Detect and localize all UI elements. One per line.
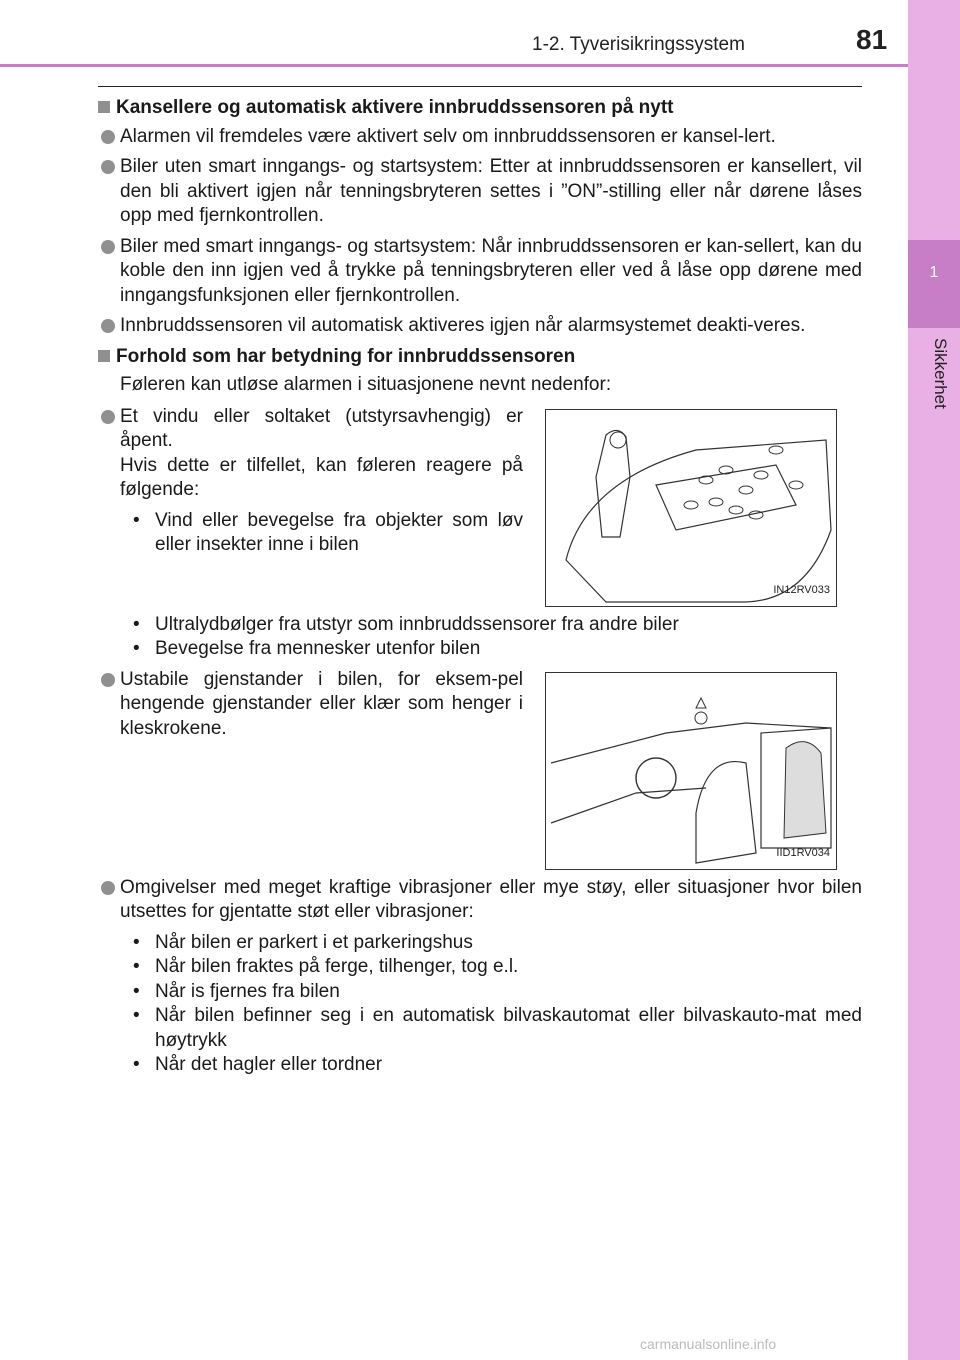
sub-item: • Bevegelse fra mennesker utenfor bilen xyxy=(133,638,481,659)
sub-item: • Vind eller bevegelse fra objekter som løv eller insekter inne i bilen xyxy=(133,509,523,555)
bullet-item: Biler uten smart inngangs- og startsystem: Etter at innbruddssensoren er kansellert, vil den bli aktivert igjen når tenningsbryteren settes i ”ON”-stilling eller når dørene låses opp med fjernkontrollen. xyxy=(98,155,862,229)
circle-bullet-icon xyxy=(101,160,115,174)
chapter-label: Sikkerhet xyxy=(931,338,950,409)
bullet-item: Omgivelser med meget kraftige vibrasjoner eller mye støy, eller situasjoner hvor bilen utsettes for gjentatte støt eller vibrasjoner: xyxy=(98,876,862,925)
circle-bullet-icon xyxy=(101,319,115,333)
illustration-sunroof-leaves xyxy=(545,409,837,607)
sub-item: • Ultralydbølger fra utstyr som innbruddssensorer fra andre biler xyxy=(133,613,679,635)
chapter-number-box xyxy=(908,240,960,328)
section-rule xyxy=(98,86,862,87)
sub-item: • Når bilen er parkert i et parkeringshus xyxy=(133,931,473,953)
sub-item: • Når is fjernes fra bilen xyxy=(133,980,340,1002)
watermark: carmanualsonline.info xyxy=(640,1336,777,1352)
sub-item: • Når bilen fraktes på ferge, tilhenger, tog e.l. xyxy=(133,956,519,977)
bullet-with-figure xyxy=(98,405,862,607)
circle-bullet-icon xyxy=(101,130,115,144)
car-roof-illustration xyxy=(546,410,836,606)
bullet-item: Alarmen vil fremdeles være aktivert selv om innbruddssensoren er kansel-lert. xyxy=(98,125,862,150)
intro-text: Føleren kan utløse alarmen i situasjonene nevnt nedenfor: xyxy=(120,374,612,395)
circle-bullet-icon xyxy=(101,240,115,254)
header-divider xyxy=(0,64,908,67)
page-number: 81 xyxy=(856,24,888,55)
circle-bullet-icon xyxy=(101,881,115,895)
illustration-car-interior xyxy=(545,672,837,870)
bullet-item: Biler med smart inngangs- og startsystem: Når innbruddssensoren er kan-sellert, kan du koble den inn igjen ved å trykke på tenningsbryteren eller ved å låse opp dørene med inngangsfunksjonen eller fjernkontrollen. xyxy=(98,235,862,309)
bullet-item: Ustabile gjenstander i bilen, for eksem-pel hengende gjenstander eller klær som henger i kleskrokene. xyxy=(98,668,523,742)
bullet-item: Innbruddssensoren vil automatisk aktiveres igjen når alarmsystemet deakti-veres. xyxy=(98,314,862,339)
car-interior-illustration xyxy=(546,673,836,869)
side-tab xyxy=(908,0,960,1360)
figure-code: IID1RV034 xyxy=(776,847,830,859)
section-heading: Forhold som har betydning for innbruddssensoren xyxy=(98,345,862,370)
bullet-item: Et vindu eller soltaket (utstyrsavhengig) er åpent. Hvis dette er tilfellet, kan føleren reagere på følgende: xyxy=(98,405,523,503)
page-content xyxy=(98,96,862,1078)
section-title: 1-2. Tyverisikringssystem xyxy=(532,34,745,55)
square-bullet-icon xyxy=(98,350,110,362)
circle-bullet-icon xyxy=(101,410,115,424)
square-bullet-icon xyxy=(98,101,110,113)
circle-bullet-icon xyxy=(101,673,115,687)
section-heading: Kansellere og automatisk aktivere innbruddssensoren på nytt xyxy=(98,96,862,121)
sub-item: • Når det hagler eller tordner xyxy=(133,1054,383,1075)
bullet-with-figure xyxy=(98,668,862,870)
sub-item: • Når bilen befinner seg i en automatisk bilvaskautomat eller bilvaskauto-mat med høytrykk xyxy=(133,1005,862,1051)
figure-code: IN12RV033 xyxy=(773,584,830,596)
chapter-number: 1 xyxy=(929,264,939,281)
